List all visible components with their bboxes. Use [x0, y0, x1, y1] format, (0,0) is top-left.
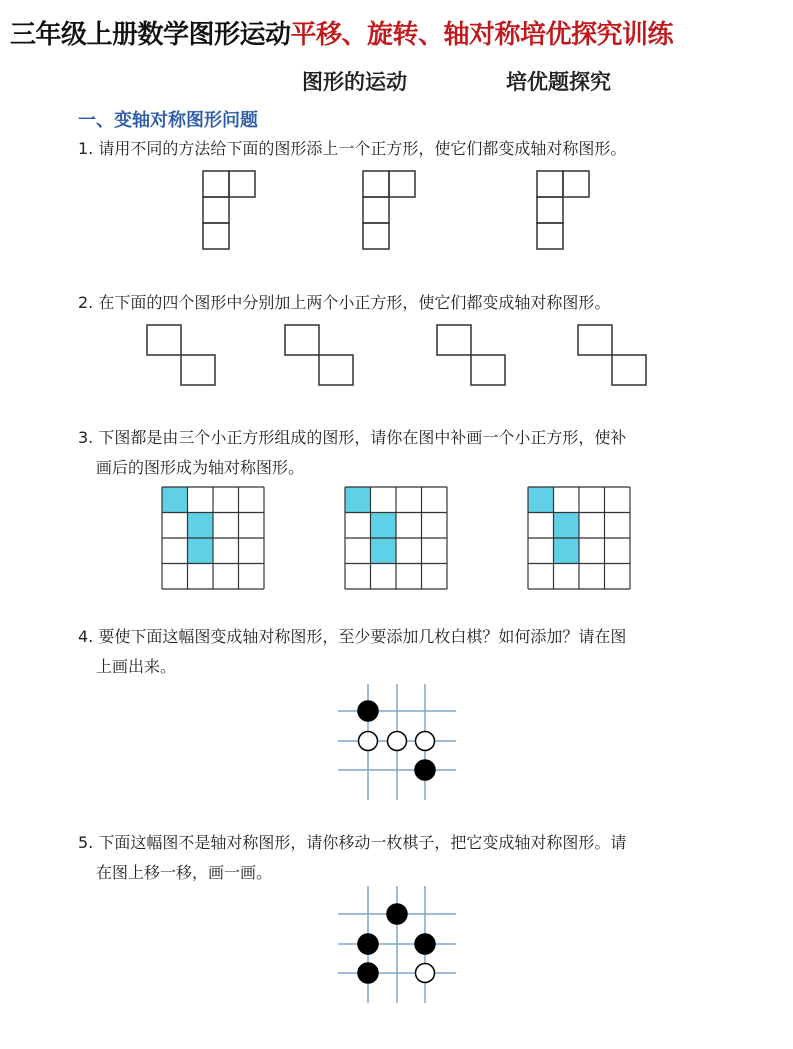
subtitle-right: 培优题探究: [506, 70, 611, 94]
white-stone: [416, 964, 435, 983]
black-stone: [387, 904, 407, 924]
q3-grid-1: [162, 487, 264, 589]
white-stone: [416, 732, 435, 751]
title-part1: 三年级上册数学图形运动: [10, 20, 291, 50]
q4-stones: [358, 701, 435, 780]
question-1-text: 1. 请用不同的方法给下面的图形添上一个正方形，使它们都变成轴对称图形。: [78, 139, 627, 158]
q2-figure-4: [578, 325, 646, 385]
question-5-line2: 在图上移一移，画一画。: [96, 863, 273, 882]
white-stone: [388, 732, 407, 751]
question-3: [78, 423, 728, 483]
white-stone: [359, 732, 378, 751]
q1-figure-3: [537, 171, 589, 249]
black-stone: [415, 760, 435, 780]
q3-grid-2: [345, 487, 447, 589]
black-stone: [358, 934, 378, 954]
q2-figure-2: [285, 325, 353, 385]
black-stone: [415, 934, 435, 954]
q1-figure-1: [203, 171, 255, 249]
question-4-line1: 4. 要使下面这幅图变成轴对称图形，至少要添加几枚白棋？如何添加？请在图: [78, 627, 627, 646]
question-4-line2: 上画出来。: [96, 657, 177, 676]
title-part2: 平移、旋转、轴对称培优探究训练: [290, 20, 674, 50]
question-2: [78, 288, 728, 318]
q2-figure-3: [437, 325, 505, 385]
q1-figure-2: [363, 171, 415, 249]
section-heading: 一、变轴对称图形问题: [78, 110, 258, 131]
q2-figure-1: [147, 325, 215, 385]
question-5-line1: 5. 下面这幅图不是轴对称图形，请你移动一枚棋子，把它变成轴对称图形。请: [78, 833, 627, 852]
black-stone: [358, 701, 378, 721]
page-title: [10, 14, 785, 51]
question-3-line1: 3. 下图都是由三个小正方形组成的图形，请你在图中补画一个小正方形，使补: [78, 428, 627, 447]
question-4: [78, 622, 728, 682]
question-2-text: 2. 在下面的四个图形中分别加上两个小正方形，使它们都变成轴对称图形。: [78, 293, 611, 312]
question-5: [78, 828, 728, 888]
q3-grid-3: [528, 487, 630, 589]
subtitle-left: 图形的运动: [302, 70, 407, 94]
q5-stones: [358, 904, 435, 983]
question-3-line2: 画后的图形成为轴对称图形。: [96, 458, 305, 477]
question-1: [78, 134, 728, 164]
black-stone: [358, 963, 378, 983]
